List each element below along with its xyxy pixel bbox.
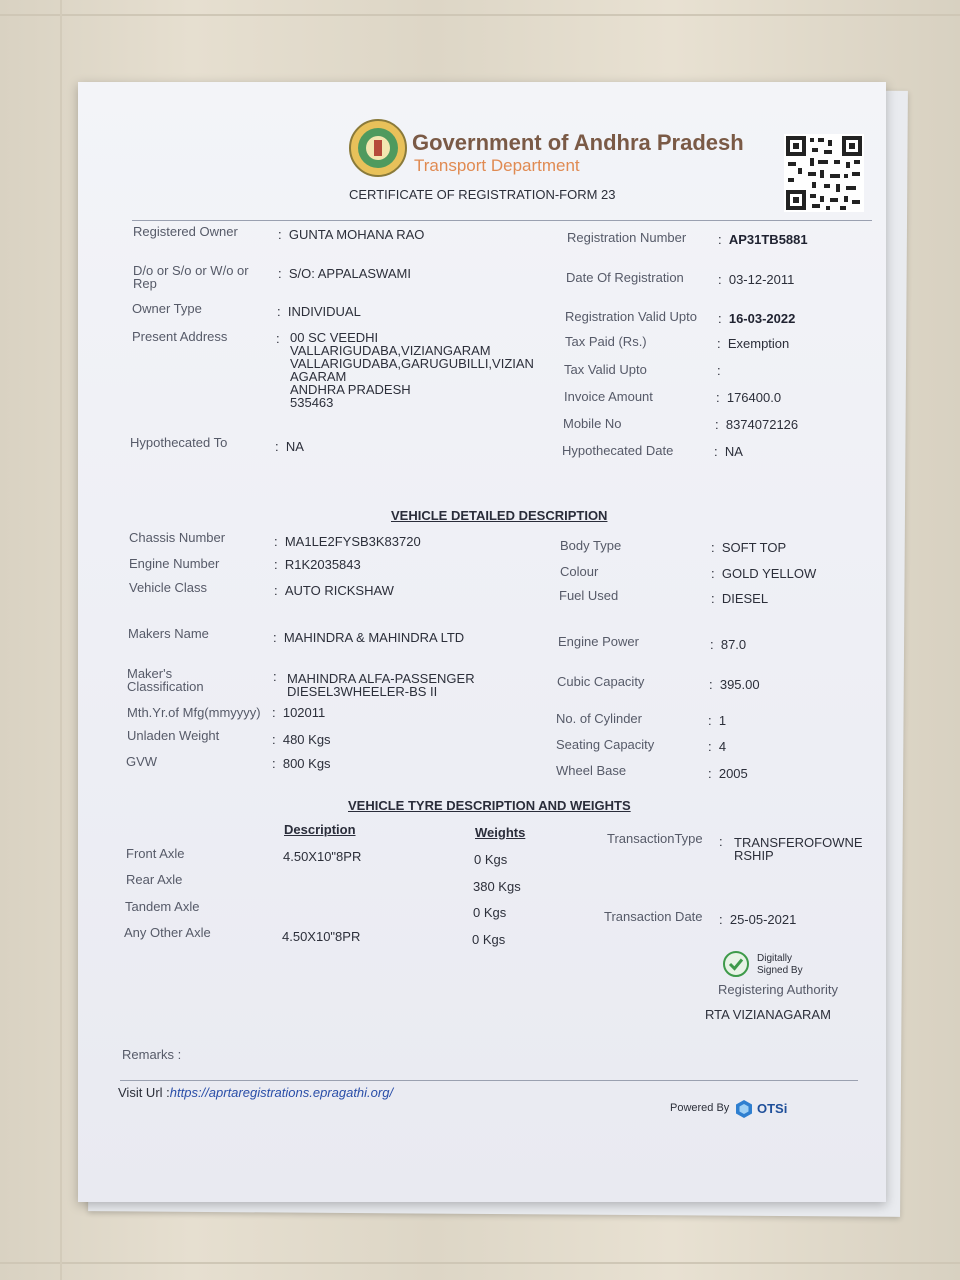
registration-certificate [78, 82, 886, 1202]
hypothecated-date-value: : NA [714, 444, 743, 459]
fuel-value: : DIESEL [711, 591, 769, 606]
other-axle-weight: 0 Kgs [472, 932, 506, 947]
body-type-label: Body Type [560, 538, 622, 553]
owner-type-value: : INDIVIDUAL [277, 304, 361, 319]
mfg-value: : 102011 [272, 705, 326, 720]
tax-valid-label: Tax Valid Upto [564, 362, 647, 377]
gvw-value: : 800 Kgs [272, 756, 331, 771]
hypothecated-to-label: Hypothecated To [130, 435, 228, 450]
invoice-amount-label: Invoice Amount [564, 389, 653, 404]
front-axle-weight: 0 Kgs [474, 852, 508, 867]
transaction-date-label: Transaction Date [604, 909, 703, 924]
unladen-label: Unladen Weight [127, 728, 220, 743]
tandem-axle-weight: 0 Kgs [473, 905, 507, 920]
transaction-date-value: : 25-05-2021 [719, 912, 797, 927]
hypothecated-to-value: : NA [275, 439, 304, 454]
engine-value: : R1K2035843 [274, 557, 361, 572]
engine-power-label: Engine Power [558, 634, 639, 649]
vehicle-class-value: : AUTO RICKSHAW [274, 583, 394, 598]
reg-number-label: Registration Number [567, 230, 687, 245]
mobile-label: Mobile No [563, 416, 622, 431]
makers-name-label: Makers Name [128, 626, 209, 641]
reg-date-value: : 03-12-2011 [718, 272, 795, 287]
transaction-type-value: TRANSFEROFOWNE RSHIP [734, 835, 863, 863]
address-label: Present Address [132, 329, 228, 344]
footer-divider [120, 1080, 858, 1081]
seating-label: Seating Capacity [556, 737, 655, 752]
relation-label: D/o or S/o or W/o or Rep [133, 263, 249, 291]
tyre-weights-header: Weights [475, 825, 526, 840]
relation-value: : S/O: APPALASWAMI [278, 266, 411, 281]
front-axle-description: 4.50X10"8PR [283, 849, 362, 864]
tax-paid-label: Tax Paid (Rs.) [565, 334, 647, 349]
reg-number-value: : AP31TB5881 [718, 232, 808, 247]
classification-label: Maker's Classification [127, 666, 204, 694]
rta-office: RTA VIZIANAGARAM [705, 1007, 831, 1022]
transaction-type-colon: : [719, 834, 723, 849]
dept-name: Transport Department [414, 156, 580, 175]
floor-seam [0, 1262, 960, 1264]
mobile-value: : 8374072126 [715, 417, 799, 432]
address-value: 00 SC VEEDHI VALLARIGUDABA,VIZIANGARAM VALLARIGUDABA,GARUGUBILLI,VIZIAN AGARAM ANDHRA PRADESH 535463 [290, 330, 534, 410]
colour-value: : GOLD YELLOW [711, 566, 817, 581]
otsi-logo-icon [734, 1099, 754, 1119]
front-axle-label: Front Axle [126, 846, 185, 861]
powered-by-label: Powered By [670, 1102, 730, 1114]
registering-authority: Registering Authority [718, 982, 838, 997]
seating-value: : 4 [708, 739, 727, 754]
body-type-value: : SOFT TOP [711, 540, 787, 555]
unladen-value: : 480 Kgs [272, 732, 331, 747]
chassis-label: Chassis Number [129, 530, 226, 545]
reg-date-label: Date Of Registration [566, 270, 684, 285]
chassis-value: : MA1LE2FYSB3K83720 [274, 534, 421, 549]
classification-colon: : [273, 669, 277, 684]
otsi-brand: OTSi [757, 1101, 788, 1116]
cubic-capacity-value: : 395.00 [709, 677, 760, 692]
other-axle-description: 4.50X10"8PR [282, 929, 361, 944]
tyre-description-header: Description [284, 822, 356, 837]
makers-name-value: : MAHINDRA & MAHINDRA LTD [273, 630, 465, 645]
digitally-signed-text: Digitally Signed By [757, 953, 803, 976]
tax-valid-value: : [717, 363, 728, 378]
engine-power-value: : 87.0 [710, 637, 747, 652]
visit-url-link[interactable]: https://aprtaregistrations.epragathi.org/ [169, 1085, 394, 1100]
transaction-type-label: TransactionType [607, 831, 703, 846]
floor-seam [60, 0, 62, 1280]
certificate-title: CERTIFICATE OF REGISTRATION-FORM 23 [349, 187, 616, 202]
ap-emblem-icon [348, 116, 408, 180]
header-divider [132, 220, 872, 221]
digitally-signed-check-icon [722, 950, 750, 978]
remarks-label: Remarks : [122, 1047, 182, 1062]
valid-upto-label: Registration Valid Upto [565, 309, 697, 324]
mfg-label: Mth.Yr.of Mfg(mmyyyy) [127, 705, 261, 720]
cubic-capacity-label: Cubic Capacity [557, 674, 645, 689]
qr-code-icon [784, 134, 864, 212]
hypothecated-date-label: Hypothecated Date [562, 443, 674, 458]
wheelbase-label: Wheel Base [556, 763, 627, 778]
colour-label: Colour [560, 564, 599, 579]
floor-seam [0, 14, 960, 16]
wheelbase-value: : 2005 [708, 766, 748, 781]
cylinders-value: : 1 [708, 713, 727, 728]
owner-type-label: Owner Type [132, 301, 202, 316]
invoice-amount-value: : 176400.0 [716, 390, 782, 405]
fuel-label: Fuel Used [559, 588, 619, 603]
vehicle-section-heading: VEHICLE DETAILED DESCRIPTION [391, 508, 608, 523]
cylinders-label: No. of Cylinder [556, 711, 642, 726]
vehicle-class-label: Vehicle Class [129, 580, 208, 595]
rear-axle-weight: 380 Kgs [473, 879, 521, 894]
registered-owner-label: Registered Owner [133, 224, 238, 239]
gvw-label: GVW [126, 754, 158, 769]
visit-url-line: Visit Url :https://aprtaregistrations.epragathi.org/ [118, 1085, 394, 1100]
classification-value: MAHINDRA ALFA-PASSENGER DIESEL3WHEELER-BS II [287, 671, 475, 699]
org-name: Government of Andhra Pradesh [412, 130, 744, 155]
address-colon: : [276, 331, 280, 346]
tax-paid-value: : Exemption [717, 336, 790, 351]
tandem-axle-label: Tandem Axle [125, 899, 200, 914]
valid-upto-value: : 16-03-2022 [718, 311, 796, 326]
engine-label: Engine Number [129, 556, 220, 571]
other-axle-label: Any Other Axle [124, 925, 211, 940]
tyre-section-heading: VEHICLE TYRE DESCRIPTION AND WEIGHTS [348, 798, 631, 813]
registered-owner-value: : GUNTA MOHANA RAO [278, 227, 425, 242]
rear-axle-label: Rear Axle [126, 872, 183, 887]
